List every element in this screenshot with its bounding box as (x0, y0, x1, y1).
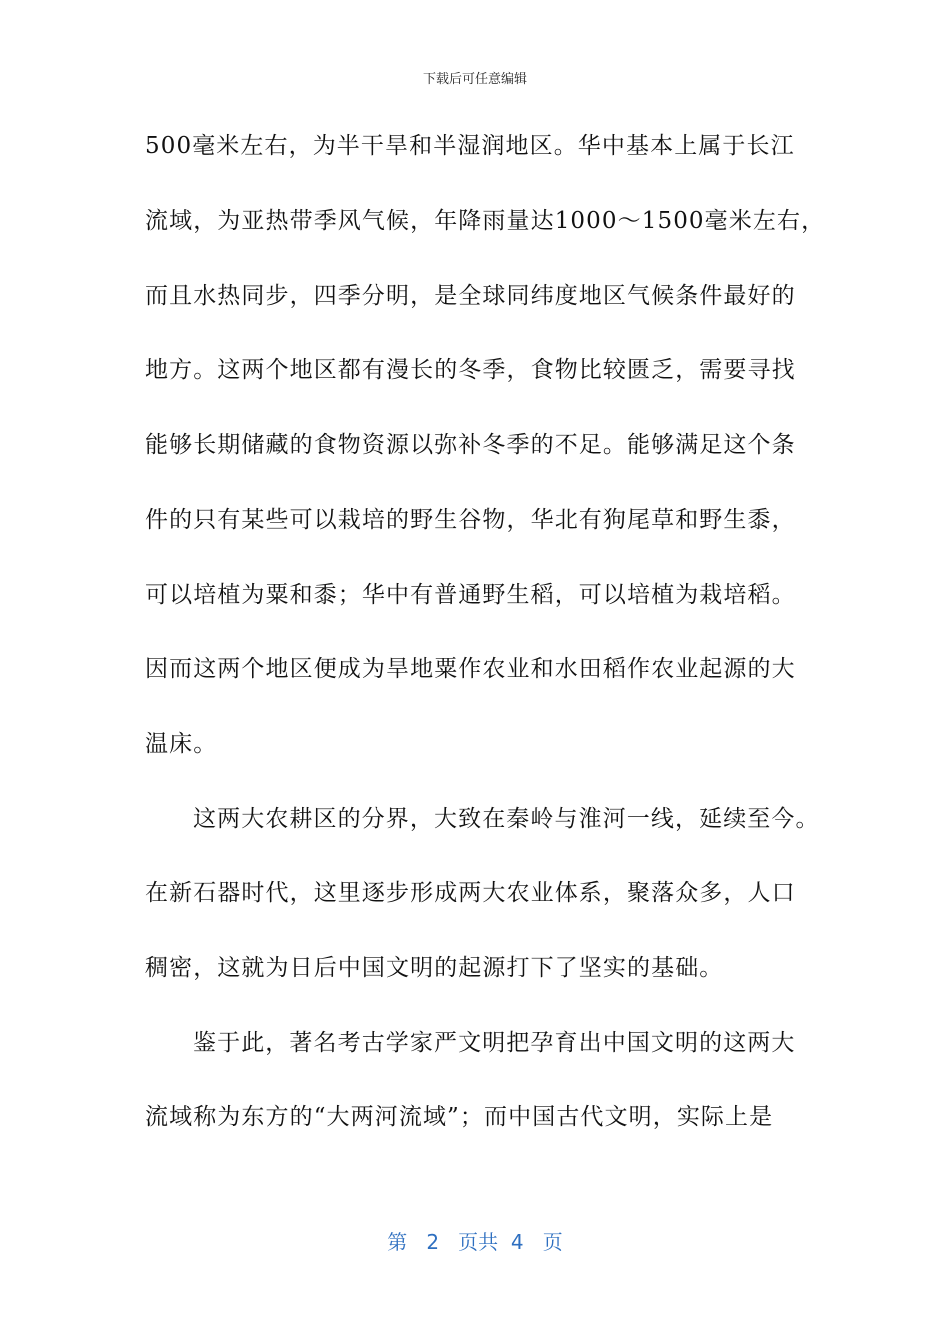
paragraph-line: 而且水热同步，四季分明，是全球同纬度地区气候条件最好的 (145, 283, 796, 309)
page-label-prefix: 第 (387, 1230, 408, 1254)
page-footer (0, 1226, 950, 1255)
paragraph-line: 500毫米左右，为半干旱和半湿润地区。华中基本上属于长江 (145, 133, 795, 159)
paragraph-line: 能够长期储藏的食物资源以弥补冬季的不足。能够满足这个条 (145, 432, 796, 458)
current-page-number: 2 (426, 1230, 440, 1254)
paragraph-line: 流域称为东方的“大两河流域”；而中国古代文明，实际上是 (145, 1104, 774, 1130)
total-pages-number: 4 (510, 1230, 524, 1254)
paragraph-line: 地方。这两个地区都有漫长的冬季，食物比较匮乏，需要寻找 (145, 357, 796, 383)
paragraph-line: 温床。 (145, 731, 218, 757)
paragraph-line: 件的只有某些可以栽培的野生谷物，华北有狗尾草和野生黍， (145, 507, 796, 533)
paragraph-line: 这两大农耕区的分界，大致在秦岭与淮河一线，延续至今。 (193, 806, 820, 832)
paragraph-line: 稠密，这就为日后中国文明的起源打下了坚实的基础。 (145, 955, 724, 981)
paragraph-line: 鉴于此，著名考古学家严文明把孕育出中国文明的这两大 (193, 1030, 796, 1056)
paragraph-line: 因而这两个地区便成为旱地粟作农业和水田稻作农业起源的大 (145, 656, 796, 682)
paragraph-line: 在新石器时代，这里逐步形成两大农业体系，聚落众多，人口 (145, 880, 796, 906)
page-label-suffix: 页 (542, 1230, 563, 1254)
page-label-middle: 页共 (458, 1230, 499, 1254)
page-header: 下载后可任意编辑 (422, 72, 527, 87)
paragraph-line: 可以培植为粟和黍；华中有普通野生稻，可以培植为栽培稻。 (145, 582, 796, 608)
paragraph-line: 流域，为亚热带季风气候，年降雨量达1000～1500毫米左右， (145, 208, 826, 234)
